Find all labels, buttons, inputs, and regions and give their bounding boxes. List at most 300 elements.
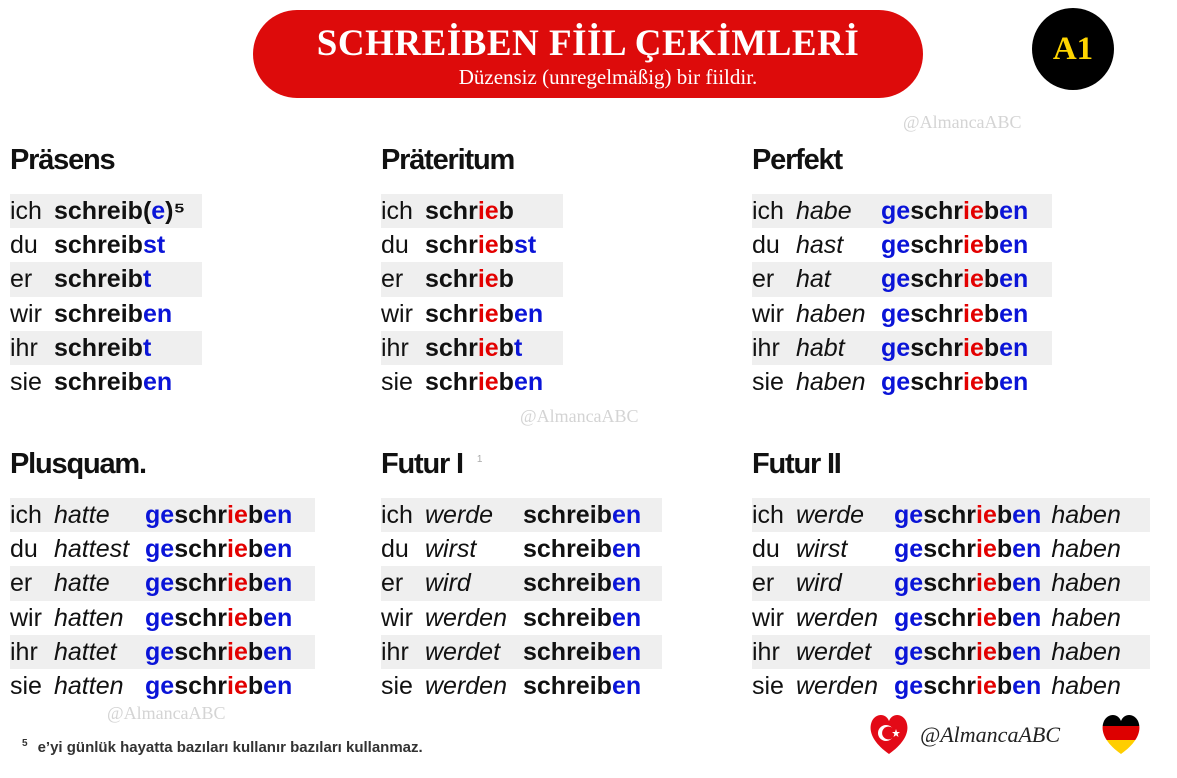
verb-part: en [999,367,1029,396]
footnote-mark: 5 [22,738,28,749]
conjugated-verb [425,228,536,262]
conjugated-verb [54,194,185,228]
verb-part: schreib [54,231,143,260]
conjugated-verb [145,498,292,532]
verb-part: schr [910,197,963,225]
conjugation-row [381,262,761,296]
conjugation-row-content [752,669,1150,703]
conjugation-row [10,566,390,600]
conjugation-row [381,228,761,262]
conjugation-row-content [381,669,662,703]
verb-part: b [247,535,264,564]
verb-part: ie [976,569,997,598]
verb-part: st [513,231,537,260]
conjugation-row-content [10,228,202,262]
verb-part: schr [425,265,478,294]
verb-part: b [983,367,1000,396]
verb-part: en [611,501,642,529]
verb-part: b [996,603,1013,632]
verb-part: schr [174,637,227,666]
verb-part: b [996,671,1013,700]
verb-part: b [983,299,1000,328]
verb-part: ie [477,265,499,294]
conjugated-verb [523,669,641,703]
verb-part: schr [174,569,227,598]
pronoun: ich [10,197,42,225]
section-title-text: Plusquam. [10,448,146,480]
pronoun: du [752,535,780,564]
verb-part: ge [894,671,924,700]
conjugation-row-content [381,297,563,331]
verb-part: b [498,197,514,225]
pronoun: wir [381,299,413,328]
verb-part: ge [894,603,924,632]
verb-part: ge [145,671,175,700]
pronoun: ihr [752,333,780,362]
verb-part: ge [881,231,911,260]
verb-part: b [247,501,264,529]
verb-part: b [498,265,514,294]
verb-part: schr [425,333,478,362]
conjugation-row [10,365,390,399]
pronoun: er [10,569,33,598]
verb-part: b [498,231,514,260]
conjugation-row-content [752,498,1150,532]
verb-part: ie [477,197,499,225]
conjugated-verb [54,228,165,262]
verb-part: en [263,637,293,666]
conjugation-row-content [752,532,1150,566]
conjugation-row-content [10,669,315,703]
verb-part: en [611,535,642,564]
conjugation-row-content [381,601,662,635]
conjugation-row [10,194,390,228]
conjugation-row [752,498,1172,532]
conjugation-row [752,262,1132,296]
verb-part: ie [963,265,984,294]
pronoun: du [10,231,38,260]
infinitive-haben: haben [1051,671,1121,700]
conjugation-row [752,331,1132,365]
verb-part: b [996,637,1013,666]
conjugated-verb [894,635,1041,669]
conjugated-verb [145,532,292,566]
verb-part: ge [145,501,175,529]
auxiliary-verb: hatte [54,569,110,598]
conjugation-row-content [752,228,1052,262]
pronoun: ihr [752,637,780,666]
infinitive-haben: haben [1051,569,1121,598]
conjugation-row-content [752,194,1052,228]
verb-part: schreib [523,569,612,598]
conjugation-row-content [10,566,315,600]
auxiliary-verb: werden [796,671,878,700]
pronoun: du [381,231,409,260]
conjugated-verb [881,365,1028,399]
conjugation-row-content [10,262,202,296]
conjugated-verb [881,297,1028,331]
conjugation-row [381,331,761,365]
verb-part: ge [881,333,911,362]
verb-part: en [1012,637,1042,666]
conjugation-row [381,566,761,600]
conjugated-verb [54,331,151,365]
watermark: @AlmancaABC [903,112,1022,132]
verb-part: schr [174,501,227,529]
conjugation-row-content [381,262,563,296]
infinitive-haben: haben [1051,501,1121,529]
conjugation-row [381,365,761,399]
section-perfekt [752,142,1132,399]
section-prateritum [381,142,761,399]
verb-part: t [513,333,523,362]
conjugation-row [752,566,1172,600]
conjugation-row [752,194,1132,228]
conjugated-verb [54,262,151,296]
verb-part: ie [227,501,248,529]
verb-part: b [983,197,1000,225]
conjugated-verb [894,669,1041,703]
section-title-text: Perfekt [752,144,842,176]
conjugated-verb [881,228,1028,262]
verb-part: ge [894,535,924,564]
verb-part: en [999,333,1029,362]
conjugation-row [10,228,390,262]
conjugation-table [752,194,1132,399]
verb-part: ge [894,501,924,529]
auxiliary-verb: werdet [425,637,501,666]
conjugation-row-content [752,262,1052,296]
conjugation-table [10,194,390,399]
verb-part: en [1012,603,1042,632]
verb-part: b [247,671,264,700]
conjugation-row [752,669,1172,703]
conjugation-table [381,194,761,399]
verb-part: ge [881,197,911,225]
conjugation-row [10,331,390,365]
page-title: SCHREİBEN FİİL ÇEKİMLERİ [316,23,860,64]
conjugation-row [381,498,761,532]
verb-part: en [611,603,642,632]
verb-part: en [611,671,642,700]
verb-part: )⁵ [165,197,186,225]
auxiliary-verb: werden [425,671,507,700]
verb-part: schr [910,333,963,362]
conjugation-row-content [381,365,563,399]
conjugation-row [10,498,390,532]
conjugated-verb [894,498,1041,532]
verb-part: en [142,367,173,396]
conjugated-verb [894,532,1041,566]
verb-part: ie [963,231,984,260]
conjugation-row [10,601,390,635]
verb-part: ge [145,603,175,632]
verb-part: schreib [523,603,612,632]
verb-part: en [263,569,293,598]
auxiliary-verb: hatten [54,671,124,700]
auxiliary-verb: wird [425,569,471,598]
conjugation-row [752,635,1172,669]
verb-part: schr [923,603,976,632]
conjugation-row [752,297,1132,331]
conjugation-row [381,194,761,228]
section-title [752,142,1132,182]
conjugation-row [752,532,1172,566]
section-futur-1 [381,446,761,703]
pronoun: er [381,569,404,598]
footnote-text: e’yi günlük hayatta bazıları kullanır bazıları kullanmaz. [37,739,423,756]
conjugation-row-content [752,331,1052,365]
verb-part: b [983,333,1000,362]
conjugation-row-content [381,228,563,262]
verb-part: ie [227,535,248,564]
verb-part: b [247,569,264,598]
verb-part: ie [963,333,984,362]
verb-part: ge [881,299,911,328]
conjugated-verb [881,262,1028,296]
conjugated-verb [523,498,641,532]
pronoun: ich [752,197,784,225]
conjugated-verb [881,331,1028,365]
conjugated-verb [523,601,641,635]
verb-part: ge [145,535,175,564]
auxiliary-verb: hat [796,265,831,294]
conjugated-verb [145,601,292,635]
watermark: @AlmancaABC [107,703,226,723]
conjugation-row [10,262,390,296]
verb-part: schreib [54,333,143,362]
verb-part: ie [477,231,499,260]
conjugation-row [381,532,761,566]
pronoun: du [10,535,38,564]
verb-part: ge [894,569,924,598]
conjugated-verb [881,194,1028,228]
conjugated-verb [145,635,292,669]
pronoun: er [752,569,775,598]
auxiliary-verb: hatte [54,501,110,529]
conjugation-row [381,669,761,703]
verb-part: b [983,231,1000,260]
section-title [381,142,761,182]
conjugation-row [10,635,390,669]
conjugation-row-content [10,194,202,228]
section-futur-2 [752,446,1172,703]
pronoun: ihr [10,333,38,362]
infinitive-haben: haben [1051,637,1121,666]
verb-part: en [263,671,293,700]
verb-part: schr [923,569,976,598]
verb-part: en [999,265,1029,294]
verb-part: schr [425,231,478,260]
verb-part: schr [923,535,976,564]
conjugation-row-content [381,498,662,532]
conjugation-row [10,297,390,331]
verb-part: ie [976,535,997,564]
section-plusquamperfekt [10,446,390,703]
verb-part: ( [142,197,152,225]
pronoun: wir [752,299,784,328]
conjugation-row-content [10,331,202,365]
verb-part: ie [976,671,997,700]
pronoun: du [381,535,409,564]
pronoun: wir [381,603,413,632]
verb-part: t [142,333,152,362]
section-title [10,446,390,486]
conjugation-table [752,498,1172,703]
pronoun: ich [381,501,413,529]
conjugation-row-content [381,331,563,365]
verb-part: schr [910,299,963,328]
auxiliary-verb: werdet [796,637,872,666]
conjugated-verb [523,635,641,669]
verb-part: en [263,535,293,564]
verb-part: schr [425,197,478,225]
verb-part: en [513,367,544,396]
verb-part: ie [976,637,997,666]
verb-part: schr [174,603,227,632]
verb-part: schreib [523,637,612,666]
verb-part: schr [923,501,976,529]
verb-part: en [999,299,1029,328]
auxiliary-verb: werde [796,501,865,529]
brand-logo [868,708,1148,760]
verb-part: ie [477,333,499,362]
verb-part: b [498,333,514,362]
verb-part: schreib [54,197,143,225]
verb-part: ie [227,569,248,598]
verb-part: schr [174,535,227,564]
section-title-text: Präsens [10,144,115,176]
pronoun: er [381,265,404,294]
conjugation-row [381,297,761,331]
conjugation-table [381,498,761,703]
footnote [22,738,423,756]
conjugation-row-content [752,635,1150,669]
auxiliary-verb: habt [796,333,845,362]
auxiliary-verb: haben [796,367,866,396]
verb-part: schreib [523,671,612,700]
pronoun: wir [752,603,784,632]
conjugation-row [10,532,390,566]
verb-part: en [513,299,544,328]
auxiliary-verb: werde [425,501,494,529]
verb-part: en [1012,535,1042,564]
title-banner [253,10,923,98]
verb-part: b [498,367,514,396]
conjugation-row-content [10,601,315,635]
pronoun: ich [752,501,784,529]
auxiliary-verb: haben [796,299,866,328]
verb-part: b [983,265,1000,294]
verb-part: ge [145,637,175,666]
pronoun: sie [10,367,42,396]
verb-part: ie [477,299,499,328]
conjugated-verb [425,262,514,296]
verb-part: ie [227,671,248,700]
verb-part: ie [976,603,997,632]
verb-part: en [999,197,1029,225]
verb-part: schr [910,265,963,294]
pronoun: sie [752,367,784,396]
section-title-text: Futur I [381,448,463,480]
level-badge: A1 [1032,8,1114,90]
conjugation-row [752,601,1172,635]
conjugated-verb [145,669,292,703]
section-title [752,446,1172,486]
verb-part: schreib [523,501,612,529]
verb-part: schr [425,367,478,396]
verb-part: schreib [54,367,143,396]
conjugation-row [752,228,1132,262]
conjugated-verb [523,566,641,600]
conjugation-row-content [752,566,1150,600]
verb-part: schreib [523,535,612,564]
verb-part: schr [174,671,227,700]
section-prasens [10,142,390,399]
germany-heart-icon [1098,712,1144,756]
verb-part: schr [425,299,478,328]
verb-part: ie [976,501,997,529]
conjugation-row [752,365,1132,399]
auxiliary-verb: habe [796,197,852,225]
conjugated-verb [894,566,1041,600]
auxiliary-verb: werden [425,603,507,632]
section-title [381,446,761,486]
conjugation-row-content [381,635,662,669]
verb-part: b [996,501,1013,529]
verb-part: schr [923,671,976,700]
pronoun: du [752,231,780,260]
conjugation-row [381,635,761,669]
conjugation-table [10,498,390,703]
conjugation-row [10,669,390,703]
pronoun: sie [752,671,784,700]
verb-part: ie [227,603,248,632]
verb-part: b [996,535,1013,564]
conjugation-row [381,601,761,635]
auxiliary-verb: hatten [54,603,124,632]
pronoun: er [10,265,33,294]
conjugation-row-content [10,498,315,532]
pronoun: ihr [381,333,409,362]
section-title-text: Präteritum [381,144,515,176]
pronoun: sie [10,671,42,700]
auxiliary-verb: werden [796,603,878,632]
verb-part: ge [894,637,924,666]
verb-part: en [142,299,173,328]
conjugation-row-content [10,532,315,566]
auxiliary-verb: wird [796,569,842,598]
conjugation-row-content [752,365,1052,399]
verb-part: schr [910,231,963,260]
verb-part: en [1012,501,1042,529]
pronoun: sie [381,671,413,700]
pronoun: sie [381,367,413,396]
verb-part: b [996,569,1013,598]
auxiliary-verb: wirst [425,535,477,564]
conjugation-row-content [381,194,563,228]
conjugation-row-content [381,532,662,566]
conjugated-verb [425,331,522,365]
auxiliary-verb: wirst [796,535,848,564]
verb-part: en [1012,569,1042,598]
auxiliary-verb: hast [796,231,844,260]
conjugated-verb [425,365,543,399]
section-title-mark: 1 [476,454,483,465]
conjugation-row-content [752,601,1150,635]
verb-part: schreib [54,265,143,294]
conjugated-verb [894,601,1041,635]
